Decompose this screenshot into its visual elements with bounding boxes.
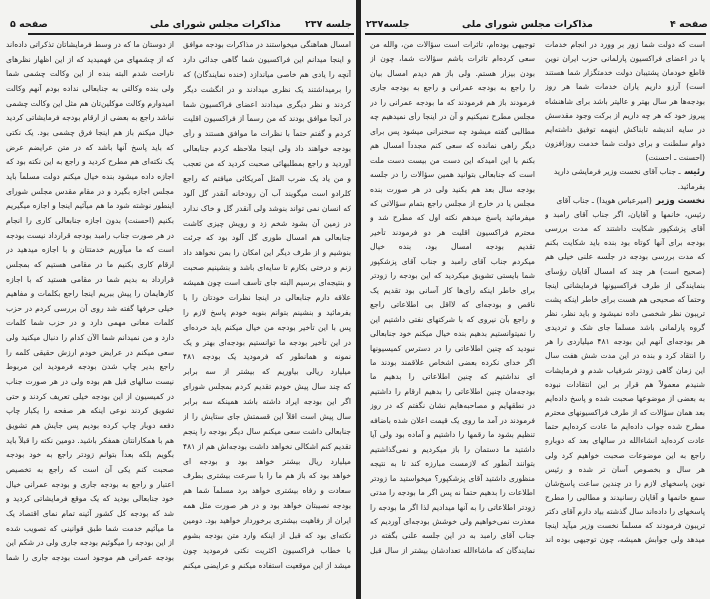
text-line: تشویق کردند نوعی اینکه هر صفحه را یکبار چاپ <box>6 406 174 416</box>
text-line: بودجه عمرانی هم موجود است بودجه جاری را شما <box>6 552 174 562</box>
text-line: قاطع خودمان پشتیبان دولت خدمتگزار شما هستند <box>545 68 705 78</box>
text-line: هر بودجه‌ای آنهم این بودجه ۴۸۱ میلیاردی را هر <box>545 337 705 347</box>
text-line: پس با این تأخیر بودجه من خیال میکنم باید خرده‌ای <box>183 322 351 332</box>
text-line: در آنجا موافق بودند که من رسماً از فراکسیون اقلیت <box>183 114 351 124</box>
text-line: سعادت و رفاه بیشتری خواهد برد مسلماً شما هم <box>183 486 351 496</box>
text-line: ایران از رفاهیت بیشتری برخوردار خواهید بود. دومین <box>183 516 351 525</box>
text-line: آقای پزشکپور شکایت داشتند که مدت بررسی <box>545 224 705 234</box>
text-line: فرمودند باز هم فرمودند که ما بودجه عمرانی را در <box>370 97 535 107</box>
text-line: راجع به این موضوعات صحبت خواهیم کرد ولی <box>545 450 705 460</box>
text-line: هر سال و بخصوص آسان تر شده و رئیس <box>545 464 705 474</box>
page-spine-divider <box>356 0 361 599</box>
text-column-left <box>6 40 174 562</box>
text-line: بودجه سال بعد هم بکنید ولی در هر صورت بنده <box>370 184 535 194</box>
text-line: داشتید ما دستمان را باز میکردیم و نمی‌گذاشتیم <box>370 444 535 454</box>
text-line: اجازه داده میشود بنده خیال میکنم دولت مسلماً باید <box>6 171 174 181</box>
text-line: بودجه خواهند داد ولی اینجا ملاحظه کردم جنابعالی <box>183 144 351 154</box>
text-line: اطلاعات را بدهیم حتماً نه پس اگر ما بودجه را مدتی <box>370 488 535 498</box>
text-line: در سایه اندیشه تابناکش اینهمه توفیق داشته‌ایم <box>545 124 705 134</box>
text-column-right <box>545 40 705 545</box>
text-line: زنم و درختی بکارم تا سایه‌ای باشد و بنشینیم صحبت <box>183 263 351 273</box>
text-line: است) آرزو داریم یاران خدمات شما هر روز <box>545 82 705 92</box>
text-line: کلمات معانی مهمی دارد و در حزب شما کلمات <box>6 318 174 328</box>
text-line: عادت کرده‌اید انشاءالله در سالهای بعد که دوباره <box>545 436 705 446</box>
text-line: یا در اعضای فراکسیون پارلمانی حزب ایران نوین <box>545 54 705 64</box>
text-line: خود جنابعالی بودید که یک موقع فرمایشاتی کردید و <box>6 494 174 504</box>
text-line: بفرمائید و بنشینم بتوانم بنوبه خودم پاسخ لازم را <box>183 307 351 317</box>
speaker-name: نخست وزیر <box>655 195 705 205</box>
text-line: آوردید و راجع بمطلبهائی صحبت کردید که من تعجب <box>183 159 351 168</box>
text-line: این زمان گاهی زودتر شرفیاب شدم و فرمایشات <box>545 365 705 375</box>
text-line: کارهایمان را پیش ببریم اینجا راجع بکلمات و مفاهیم <box>6 289 174 299</box>
text-line: میشد از این موقعیت استفاده میکنم و عرایضی میکنم <box>183 560 351 570</box>
text-line: تنظیم بشود ما رقمها را داشتیم و آماده بود ولی آیا <box>370 430 535 440</box>
text-line: منظوری داشتید آقای پزشکپور؟ میخواستید ما زودتر <box>370 473 535 483</box>
text-line: تقدیم بودجه امسال بود، بنده خیال <box>370 242 535 252</box>
speech-text: (امیرعباس هویدا) ـ جناب آقای <box>556 195 652 205</box>
text-line: بکنم با این امیدکه این دست من بیست دست ملت <box>370 155 535 165</box>
text-line: خیلی حرفها گفته شد روی آن بررسی کردم در حزب <box>6 303 174 313</box>
text-line: است که ما میآوریم خدمتتان و با اجازه میدهید در <box>6 245 174 255</box>
text-line: اگر خدای نکرده بعضی اشخاص علاقمند بودند ما <box>370 357 535 367</box>
text-line: بنوشیم و از طرف دیگر این امکان را بمن نخواهد داد <box>183 248 351 258</box>
text-line: توجیهی بوده‌ام، تاثرات است سؤالات من، والله من <box>370 40 535 49</box>
text-line: (احسنت ـ احسنت) <box>645 153 705 163</box>
text-line: که از چشمهای من فهمیدید که از این اظهار نظرهای <box>6 54 174 64</box>
text-line: میدهد ولی جوابش همیشه، چون توجیهی بوده اند <box>545 535 705 545</box>
text-line: تریبون فرمودند که مسلماً نخست وزیر میآید اینجا <box>545 521 705 531</box>
session-number: جلسه۲۳۷ <box>366 19 410 30</box>
text-line: از این بودجه را میگوئیم بودجه جاری ولی در شکم این <box>6 538 174 548</box>
text-line: ناقص و بودجه‌ای که لااقل بی اطلاعاتی راجع <box>370 300 535 310</box>
speech-text: ـ جناب آقای نخست وزیر فرمایشی دارید <box>553 167 681 177</box>
text-line: را برمیداشتند یک نظری میدادند و در انگشت دیگر <box>183 84 351 94</box>
text-line: مجلس یا در خارج از مجلس راجع بتمام سؤالاتی که <box>370 198 535 208</box>
text-line: ما میآئیم خدمت شما طبق قوانینی که تصویب شده <box>6 523 174 533</box>
text-line: شنیدم معمولاً هم قرار بر این انتقادات نبوده <box>545 379 705 389</box>
text-line: ارقام کاری بکنیم ما در مقامی هستیم که بمجلس <box>6 259 174 269</box>
text-line: بودجه برای آنها کوتاه بود بنده باید شکایت بکنم <box>545 238 705 248</box>
page-number: صفحه ۵ <box>10 19 48 30</box>
text-line: نمونه و همانطور که فرمودید یک بودجه ۴۸۱ <box>183 352 351 362</box>
text-line: با خطاب فراکسیون اکثریت نکتی فرمودید چون <box>183 545 351 555</box>
text-line: در این تأخیر بودجه ما توانستیم بودجه‌ای بهتر و یک <box>183 337 351 347</box>
text-line: تریبون نظر شخصی داده نمیشود و باید نظر، نظر <box>545 308 705 318</box>
text-line: را راجع به بودجه عمرانی و راجع به بودجه جاری <box>370 83 535 93</box>
publication-title: مذاکرات مجلس شورای ملی <box>150 19 281 30</box>
text-line: و بنتیجه‌ای برسیم البته جای تأسف است چون همیشه <box>183 278 351 287</box>
text-line: و من یاد یک ضرب المثل آمریکائی میافتم که راجع <box>183 173 351 183</box>
text-line: سعی کرده‌ام تاثرات باشم سؤالات شما، چون از <box>370 54 535 64</box>
text-line: میلیارد ریالی بیاوریم که بیشتر از سه برابر <box>183 367 351 377</box>
text-line: برای خاطر اینکه رأی‌ها کار آسانی بود تقدیم یک <box>370 285 535 295</box>
text-line: سعی میکنم در عرایض خودم ارزش حقیقی کلمه را <box>6 347 174 357</box>
text-line: میکردم جناب آقای رامبد و جناب آقای پزشکپور <box>370 256 535 266</box>
text-line: خواهد بود که باز هم ما را با سرعت بیشتری بطرف <box>183 471 351 481</box>
text-line: بودجه‌ها هر سال بهتر و عالیتر باشد برای شاهنشاه <box>545 96 705 106</box>
text-line: کردم و گفتم حتماً با نظرات ما موافق هستند و رأی <box>183 129 351 139</box>
text-line: بعد همان سؤالات که از طرف فراکسیونهای محترم <box>545 408 705 418</box>
text-line: قرارداد به بدیم شما در مقامی هستید که با اجازه <box>6 274 174 284</box>
text-line: در نطقهایم و مصاحبه‌هایم نشان نگفتم که در روز <box>370 401 535 411</box>
text-line: ولی بنده وکالتی به جنابعالی نداده بودم آنهم وکالت <box>6 83 174 93</box>
text-line: بتوانند آنطور که لازمست مبارزه کند تا به نتیجه <box>370 459 535 469</box>
text-line: دفعه دوبار چاپ کرده بودیم پس جایش هم تشویق <box>6 421 174 431</box>
right-page <box>362 0 710 599</box>
session-number: جلسه ۲۳۷ <box>305 19 352 30</box>
text-line: در زمین آن بشود شخم زد و رویش چیزی کاشت <box>183 218 351 228</box>
text-line: سمع خانمها و آقایان رسانیدند و مطالبی را مطرح <box>545 493 705 502</box>
text-line: علاقه دارم جنابعالی در اینجا نظرات خودتان را با <box>183 292 351 302</box>
text-line: یک نکته‌ای هم مطرح کردید و راجع به این نکته بود که <box>6 157 174 167</box>
text-line: پاسخهای را داده‌اند سال گذشته بیاد دارم آقای دکتر <box>545 507 705 517</box>
text-line: مجلس مطرح نمیکنیم و آن در اینجا رأی نمیدهیم چه <box>370 112 535 122</box>
page-number: صفحه ۴ <box>670 19 708 30</box>
text-line: کلرادو است میگویند آب آن رودخانه آنقدر گل آلود <box>183 188 351 198</box>
text-line: میلیارد ریال بیشتر خواهد بود و بودجه ای <box>183 456 351 466</box>
text-line: که انسان نمی تواند بنوشد ولی آنقدر گل و خاک ندارد <box>183 203 351 213</box>
text-line: اگر این بودجه ایراد داشته باشد همینکه سه برابر <box>183 397 351 406</box>
text-line: جنابعالی داشت سعی میکنم سال دیگر بودجه را پنجم <box>183 426 351 436</box>
text-line: گروه پارلمانی باشد مسلماً جای شک و تردیدی <box>545 323 705 333</box>
text-line: اعتبار و راجع به بودجه جاری و بودجه عمرانی خیال <box>6 479 174 489</box>
text-line: راجع بدیر چاپ شدن بودجه فرمودید این مربوط <box>6 362 174 372</box>
text-line: دیگر راهی نمانده که سعی کنم مجدداً امسال هم <box>370 141 535 151</box>
text-line: کردند و نظر دیگری میدادند اعضای فراکسیون شما <box>183 99 351 109</box>
text-line: به بعضی از موضوعها صحبت شده و پاسخ داده‌ایم <box>545 393 705 403</box>
text-line: ای نداشتیم که چنین اطلاعاتی را بدهیم ما <box>370 372 535 382</box>
text-line: است که جنابعالی بتوانید همین سؤالات را در جلسه <box>370 170 535 180</box>
text-line: بنمایندگی از طرف فراکسیونها فرمایشاتی اینجا <box>545 280 705 290</box>
text-line: اینطور نوشته شود ما هم میآئیم اینجا و اجازه میگیریم <box>6 201 174 211</box>
publication-title: مذاکرات مجلس شورای ملی <box>462 19 593 30</box>
text-line: نباشد راجع به بعضی از ارقام بودجه فرمایشاتی کردید <box>6 113 174 123</box>
text-line: ناراحت شدم البته بنده از این وکالت چشمی شما <box>6 69 174 79</box>
text-line: (صحیح است) هر چند که امسال آقایان رؤسای <box>545 266 705 276</box>
text-line: بودجه‌مان چنین اطلاعاتی را بدهیم ارقام را داشتیم <box>370 386 535 396</box>
text-line: را نمیتوانستیم بدهیم بنده خیال میکنم خود جنابعالی <box>370 329 535 339</box>
text-line: معذرت نمی‌خواهیم ولی خوشش بودجه‌ای آوردیم که <box>370 516 535 526</box>
text-line: جنابعالی هم امسال طوری گل آلود بود که جرئت <box>183 233 351 243</box>
speaker-name: رئیس <box>684 167 705 177</box>
text-line: مطرح شده جواب داده‌ایم ما عادت کرده‌ایم حتماً <box>545 422 705 432</box>
text-line: که چند سال پیش خودم تقدیم کردم بمجلس شورای <box>183 382 351 392</box>
text-line: نکته‌ای بود که قبل از اینکه وارد متن بودجه بشوم <box>183 530 351 540</box>
header-rule <box>28 33 354 35</box>
text-line <box>545 196 705 205</box>
text-line: و اینجا میدانم این فراکسیون شما گاهی جدائی دارد <box>183 54 351 64</box>
text-line: نمایندگان که ماشاءالله تعدادشان بیشتر از سال قبل <box>370 545 535 555</box>
text-line: رئیس، خانمها و آقایان، اگر جناب آقای رامبد و <box>545 209 705 219</box>
text-line: بفرمائید. <box>677 181 705 191</box>
text-column-left <box>370 40 535 555</box>
text-line: میفرمائید پاسخ میدهم نکته اول که مطرح شد و <box>370 213 535 223</box>
text-line: جناب آقای رامبد به در این جلسه علنی بگفته در <box>370 531 535 541</box>
text-line: نبودید که چنین اطلاعاتی را در دسترس کمیسیونها <box>370 343 535 353</box>
text-line: نوین پاسخهای لازم را در چندین ساعت پاسخ‌شان <box>545 478 705 488</box>
text-line: تقدیم کنم اشکالی نخواهد داشت بودجه‌اش هم از ۴۸۱ <box>183 441 351 451</box>
text-line: صحبت کنم یکی آن است که راجع به تخصیص <box>6 465 174 475</box>
text-line: محترم فراکسیون اقلیت هر دو فرمودند تأخیر <box>370 227 535 237</box>
text-line: امسال هماهنگی میخواستند در مذاکرات بودجه موافق <box>183 40 351 49</box>
text-line: وحتماً که صحیحی هم هست برای خاطر اینکه پشت <box>545 294 705 304</box>
text-line: که باید پاسخ آنها باشد که در متن عرایضم عرض <box>6 142 174 152</box>
text-line: امیدوارم وکالت موکلین‌تان هم مثل این وکالت چشمی <box>6 98 174 108</box>
text-line: آنچه را یادی هم خاصی میاندازد (خنده نمایندگان) که <box>183 69 351 79</box>
text-line: بگویم بلکه بعداً بتوانم زودتر راجع به خود بودجه <box>6 450 174 460</box>
text-line: از دوستان ما که در وسط فرمایشاتان تذکراتی داده‌اند <box>6 40 174 49</box>
text-line: بکنیم (احسنت) بدون اجازه جنابعالی کاری را انجام <box>6 215 174 225</box>
text-line: پیروز خود که هر چه داریم از برکت وجود مقدسش <box>545 110 705 120</box>
text-line: بودن بیزار هستم. ولی باز هم دیدم امسال بیان <box>370 68 535 78</box>
text-line: زودتر اطلاعاتی را به آنها میدادیم لذا اگر ما بودجه را <box>370 502 535 512</box>
text-line: است که دولت شما زور بر وورد در انجام خدمات <box>545 40 705 49</box>
text-line: در هر صورت جناب رامبد بودجه قرارداد نیست بودجه <box>6 230 174 240</box>
text-line: و راجع بآن نیروی که با شرکتهای نفتی داشتیم این <box>370 314 535 324</box>
text-line: سال پیش است اقلاً این قسمتش جای ستایش را از <box>183 411 351 421</box>
text-line: دارد و من نمیدانم شما الآن کدام را دنبال میکنید ولی <box>6 333 174 343</box>
text-line: مطالبی گفته میشود چه سخنرانی میشود پس برای <box>370 126 535 136</box>
text-line: دوام سلطنت و برای دولت شما خدمت روزافزون <box>545 139 705 149</box>
text-line <box>545 167 705 176</box>
text-line: خیال میکنم باز هم اینجا فرق چشمی بود. یک نکتی <box>6 127 174 137</box>
text-line: شما بایستی تشویق میکردید که این بودجه را زودتر <box>370 271 535 281</box>
text-line: شد که بودجه کل کشور آئینه تمام نمای اقتصاد یک <box>6 509 174 518</box>
header-rule <box>365 33 706 35</box>
text-line: را انتقاد کرد و بنده در این مدت شش هفت سال <box>545 351 705 361</box>
text-line: فرمودند در آمد ما روی یک قیمت اعلان شده باضافه <box>370 415 535 425</box>
text-line: هم با همکارانتان همفکر باشید. دومین نکته را قبلاً باید <box>6 435 174 445</box>
text-line: بودجه نصیبتان خواهد بود و در هر صورت مثل همه <box>183 501 351 511</box>
text-line: نیست سالهای قبل هم بوده ولی در هر صورت جناب <box>6 377 174 387</box>
text-column-right <box>183 40 351 570</box>
text-line: در کمیسیون از این بودجه خیلی تعریف کردند و حتی <box>6 391 174 401</box>
text-line: که مدت بررسی بودجه در جلسه علنی خیلی هم <box>545 252 705 262</box>
text-line: مجلس اجازه بگیرد و در مقام مقدس مجلس شورای <box>6 186 174 196</box>
